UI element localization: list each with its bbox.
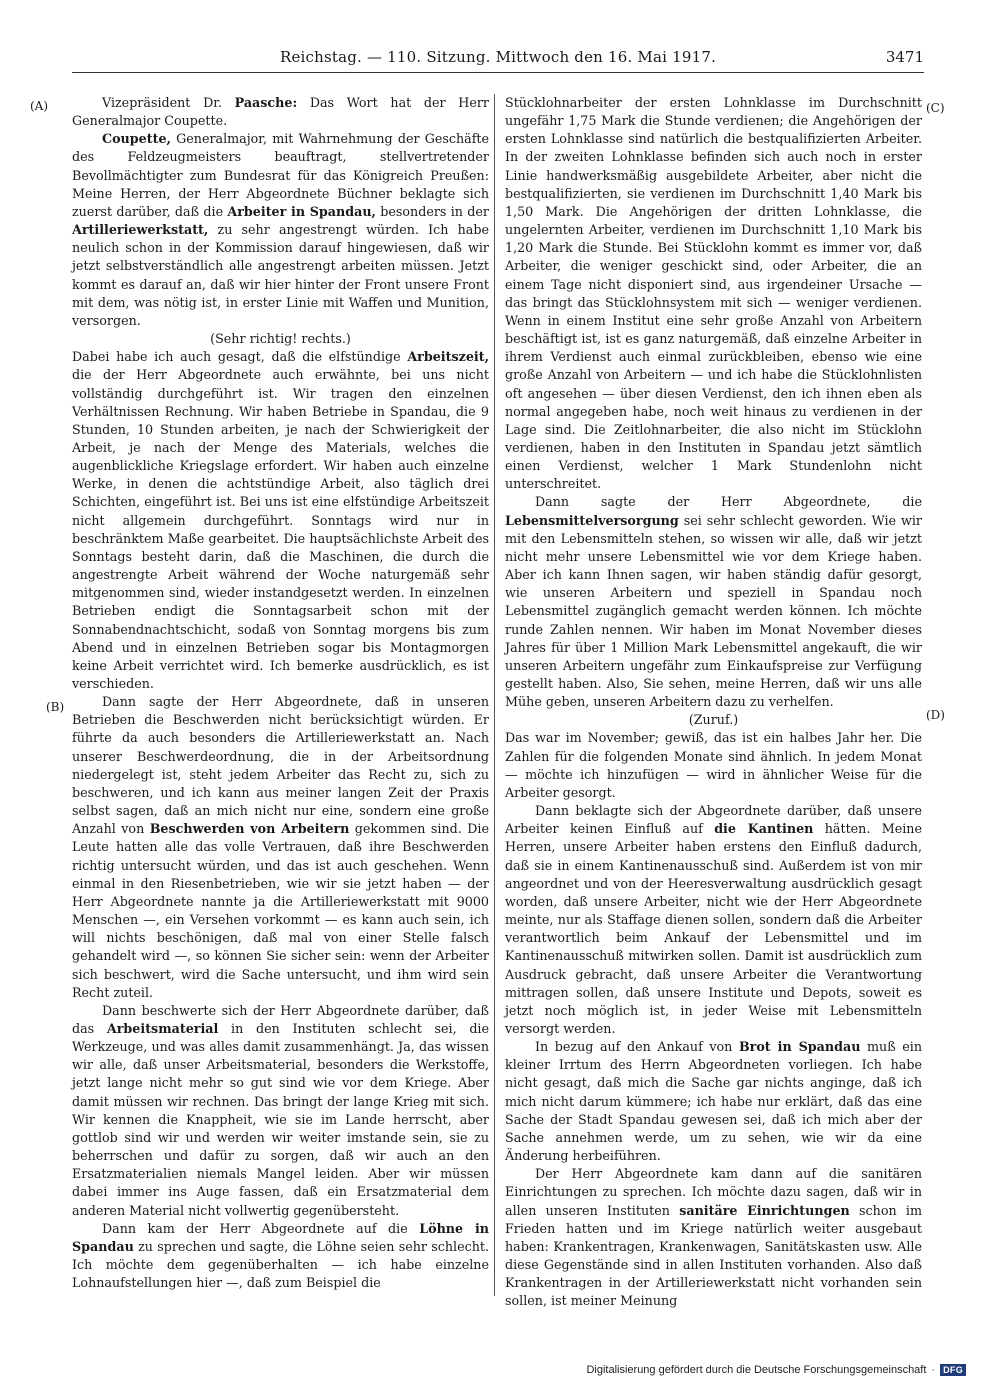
margin-marker-b: (B)	[46, 700, 65, 714]
emphasized-text: sanitäre Einrichtungen	[679, 1202, 850, 1218]
text-run: zu sprechen und sagte, die Löhne seien sehr schlecht. Ich möchte dem gegenüberhalten — ich habe einzelne Lohnaufstellungen hier —, daß zum Beispiel die	[72, 1238, 489, 1291]
text-run: zu sehr angestrengt würden. Ich habe neulich schon in der Kommission darauf hingewiesen, daß wir jetzt selbstverständlich alle angestrengt arbeiten müssen. Jetzt kommt es darauf an, daß wir hier hinter der Front unsere Front mit dem, was nötig ist, in erster Linie mit Waffen und Munition, versorgen.	[72, 222, 489, 328]
interjection	[72, 330, 489, 348]
text-run: besonders in der	[375, 203, 489, 219]
emphasized-text: Brot in Spandau	[738, 1039, 861, 1055]
emphasized-text: Lebensmittelversorgung	[505, 512, 679, 528]
text-run: Dann sagte der Herr Abgeordnete, die	[535, 494, 922, 510]
emphasized-text: Arbeitsmaterial	[106, 1020, 219, 1036]
text-run: in den Instituten schlecht sei, die Werkzeuge, und was alles damit zusammenhängt. Ja, das wissen wir alle, daß unser Arbeitsmaterial, besonders die Werkstoffe, jetzt lange nicht mehr so gut sind wie vor dem Kriege. Aber damit müssen wir rechnen. Das bringt der lange Krieg mit sich. Wir kennen die Knappheit, wie sie im Lande herrscht, aber gottlob sind wir und werden wir weiter imstande sein, sie zu beherrschen und dafür zu sorgen, daß wir auch an den Ersatzmaterialien niemals Mangel leiden. Aber wir müssen dabei immer ins Auge fassen, daß ein Ersatzmaterial dem anderen Material nicht vollwertig gegenübersteht.	[72, 1020, 490, 1218]
text-run: Dann kam der Herr Abgeordnete auf die	[102, 1220, 420, 1236]
text-run: Stücklohnarbeiter der ersten Lohnklasse im Durchschnitt ungefähr 1,75 Mark die Stunde verdienen; die Angehörigen der ersten Lohnklasse sind natürlich die bestqualifizierten Arbeiter. In der zweiten Lohnklasse befinden sich auch noch in erster Linie handwerksmäßig ausgebildete Arbeiter, aber nicht die bestqualifizierten, sie verdienen im Durchschnitt 1,40 Mark bis 1,50 Mark. Die Angehörigen der dritten Lohnklasse, die ungelernten Arbeiter, verdienen im Durchschnitt 1,10 Mark bis 1,20 Mark die Stunde. Bei Stücklohn kommt es immer vor, daß Arbeiter, die weniger geschickt sind, oder Arbeiter, die an einem Tage nicht disponiert sind, aus irgendeiner Ursache — das bringt das Stücklohnsystem mit sich — weniger verdienen. Wenn in einem Institut eine sehr große Anzahl von Arbeitern beschäftigt ist, ist es ganz naturgemäß, daß einzelne Arbeiter in ihrem Verdienst auch einmal zurückbleiben, ebenso wie eine große Anzahl von Arbeitern — und ich habe die Stücklohnlisten oft angesehen — über diesen Verdienst, den ich ihnen eben als normal angegeben habe, noch weit hinaus zu verdienen in der Lage sind. Die Zeitlohnarbeiter, die also nicht im Stücklohn verdienen, haben in den Instituten in Spandau jetzt sämtlich einen Verdienst, welcher 1 Mark Stundenlohn nicht unterschreitet.	[505, 95, 922, 492]
text-run: Der Herr Abgeordnete kam dann auf die sanitären Einrichtungen zu sprechen. Ich möchte dazu sagen, daß wir in allen unseren Instituten	[505, 1166, 922, 1218]
text-run: Dabei habe ich auch gesagt, daß die elfstündige	[72, 349, 408, 365]
page-header	[72, 46, 924, 73]
text-run: (Sehr richtig! rechts.)	[210, 331, 351, 347]
paragraph	[72, 94, 489, 130]
right-text-column	[505, 94, 922, 1310]
text-run: Das Wort hat der Herr Generalmajor Coupette.	[72, 95, 489, 129]
text-run: schon im Frieden hatten und im Kriege natürlich weiter ausgebaut haben: Krankentragen, Krankenwagen, Sanitätskasten usw. Alle diese Gegenstände sind in allen Instituten vorhanden. Also daß Krankentragen in der Artilleriewerkstatt nicht vorhanden sein sollen, ist meiner Meinung	[505, 1202, 923, 1309]
footer-credit	[586, 1364, 966, 1376]
paragraph	[505, 1165, 922, 1310]
text-run: Dann beklagte sich der Abgeordnete darüber, daß unsere Arbeiter keinen Einfluß auf	[505, 803, 922, 837]
running-title: Reichstag. — 110. Sitzung. Mittwoch den 16. Mai 1917.	[279, 48, 717, 66]
paragraph	[72, 693, 489, 1002]
emphasized-text: Löhne in Spandau	[72, 1220, 489, 1254]
emphasized-text: die Kantinen	[714, 821, 814, 837]
text-run: sei sehr schlecht geworden. Wie wir mit den Lebensmitteln stehen, so wissen wir alle, daß wir jetzt nicht mehr unsere Lebensmittel wie vor dem Kriege haben. Aber ich kann Ihnen sagen, wir haben ständig dafür gesorgt, wie unseren Arbeitern und speziell in Spandau noch Lebensmittel zugänglich gemacht werden können. Ich möchte runde Zahlen nennen. Wir haben im Monat November dieses Jahres für über 1 Million Mark Lebensmittel angekauft, die wir unseren Arbeitern ungefähr zum Einkaufspreise zur Verfügung gestellt haben. Also, Sie sehen, meine Herren, daß wir uns alle Mühe geben, unseren Arbeitern dazu zu verhelfen.	[505, 512, 922, 710]
text-run: Das war im November; gewiß, das ist ein halbes Jahr her. Die Zahlen für die folgenden Monate sind ähnlich. In jedem Monat — möchte ich hinzufügen — wird in ähnlicher Weise für die Arbeiter gesorgt.	[505, 730, 922, 800]
paragraph	[505, 729, 922, 802]
margin-marker-c: (C)	[926, 101, 945, 115]
text-run: Dann sagte der Herr Abgeordnete, daß in unseren Betrieben die Beschwerden nicht berücksichtigt würden. Er führte da auch besonders die Artilleriewerkstatt an. Nach unserer Beschwerdeordnung, die in der Arbeitsordnung niedergelegt ist, steht jedem Arbeiter das Recht zu, sich zu beschweren, und ich kann aus meiner langen Zeit der Praxis selbst sagen, daß an mich nicht nur eine, sondern eine große Anzahl von	[72, 694, 489, 837]
margin-marker-a: (A)	[30, 99, 49, 113]
paragraph	[72, 130, 489, 330]
text-run: hätten. Meine Herren, unsere Arbeiter haben erstens den Einfluß dadurch, daß sie in einem Kantinenausschuß sind. Außerdem ist von mir angeordnet und von der Heeresverwaltung ausdrücklich gesagt worden, daß unsere Arbeiter, nicht wie der Herr Abgeordnete meinte, nur als Staffage dienen sollen, sondern daß die Arbeiter verantwortlich beim Ankauf der Lebensmittel und im Kantinenausschuß mitwirken sollen. Damit ist ausdrücklich zum Ausdruck gebracht, daß unsere Arbeiter die Verantwortung mittragen sollen, daß unsere Institute und Depots, soweit es jetzt noch möglich ist, in jeder Weise mit Lebensmitteln versorgt werden.	[505, 821, 922, 1036]
paragraph	[72, 1220, 489, 1293]
emphasized-text: Paasche:	[234, 95, 298, 110]
text-run: Generalmajor, mit Wahrnehmung der Geschäfte des Feldzeugmeisters beauftragt, stellvertretender Bevollmächtigter zum Bundesrat für das Königreich Preußen: Meine Herren, der Herr Abgeordnete Büchner beklagte sich zuerst darüber, daß die	[72, 131, 489, 219]
paragraph	[505, 94, 922, 493]
footer-separator: ·	[931, 1364, 936, 1376]
emphasized-text: Artilleriewerkstatt,	[72, 222, 209, 238]
text-run: (Zuruf.)	[688, 712, 739, 728]
paragraph	[72, 348, 489, 693]
margin-marker-d: (D)	[926, 708, 945, 722]
emphasized-text: Arbeiter in Spandau,	[227, 203, 376, 219]
left-text-column	[72, 94, 489, 1292]
paragraph	[505, 493, 922, 711]
emphasized-text: Coupette,	[102, 131, 171, 147]
dfg-logo-icon: DFG	[940, 1364, 966, 1376]
page-number: 3471	[885, 48, 924, 66]
interjection	[505, 711, 922, 729]
paragraph	[505, 802, 922, 1038]
footer-credit-text: Digitalisierung gefördert durch die Deutsche Forschungsgemeinschaft	[586, 1364, 927, 1376]
emphasized-text: Arbeitszeit,	[407, 349, 489, 365]
text-run: Dann beschwerte sich der Herr Abgeordnete darüber, daß das	[72, 1002, 489, 1036]
paragraph	[72, 1002, 489, 1220]
column-divider	[494, 94, 495, 1296]
emphasized-text: Beschwerden von Arbeitern	[149, 821, 350, 837]
text-run: muß ein kleiner Irrtum des Herrn Abgeordneten vorliegen. Ich habe nicht gesagt, daß mich die Sache gar nichts anginge, daß ich mich nicht darum kümmere; ich habe nur erklärt, daß das eine Sache der Stadt Spandau gewesen sei, daß ich mich aber der Sache annehmen werde, um zu sehen, wie wir da eine Änderung herbeiführen.	[505, 1039, 923, 1164]
paragraph	[505, 1038, 922, 1165]
text-run: In bezug auf den Ankauf von	[535, 1039, 739, 1055]
text-run: gekommen sind. Die Leute hatten alle das volle Vertrauen, daß ihre Beschwerden richtig untersucht würden, und das ist auch geschehen. Wenn einmal in den Riesenbetrieben, wie wir sie jetzt haben — der Herr Abgeordnete nannte ja die Artilleriewerkstatt mit 9000 Menschen —, ein Versehen vorkommt — es kann auch sein, ich will nichts beschönigen, daß mal von einer Stelle falsch gehandelt wird —, so können Sie sicher sein: wenn der Arbeiter sich beschwert, wird die Sache untersucht, und ihm wird sein Recht zuteil.	[72, 821, 490, 1000]
text-run: die der Herr Abgeordnete auch erwähnte, bei uns nicht vollständig durchgeführt ist. Wir tragen den einzelnen Verhältnissen Rechnung. Wir haben Betriebe in Spandau, die 9 Stunden, 10 Stunden arbeiten, je nach der Schwierigkeit der Arbeit, je nach der Menge des Materials, welches die augenblickliche Kriegslage erfordert. Wir haben auch einzelne Werke, in denen die achtstündige Arbeit, also täglich drei Schichten, eingeführt ist. Bei uns ist eine elfstündige Arbeitszeit nicht allgemein durchgeführt. Sonntags wird nur in beschränktem Maße gearbeitet. Die hauptsächlichste Arbeit des Sonntags besteht darin, daß die Maschinen, die durch die angestrengte Arbeit während der Woche naturgemäß sehr mitgenommen sind, wieder instandgesetzt werden. In einzelnen Betrieben endigt die Sonntagsarbeit schon mit der Sonnabendnachtschicht, sodaß von Sonntag morgens bis zum Abend und in einzelnen Betrieben sogar bis Montagmorgen keine Arbeit verrichtet wird. Ich bemerke ausdrücklich, es ist verschieden.	[72, 367, 489, 691]
text-run: Vizepräsident Dr.	[102, 95, 235, 110]
